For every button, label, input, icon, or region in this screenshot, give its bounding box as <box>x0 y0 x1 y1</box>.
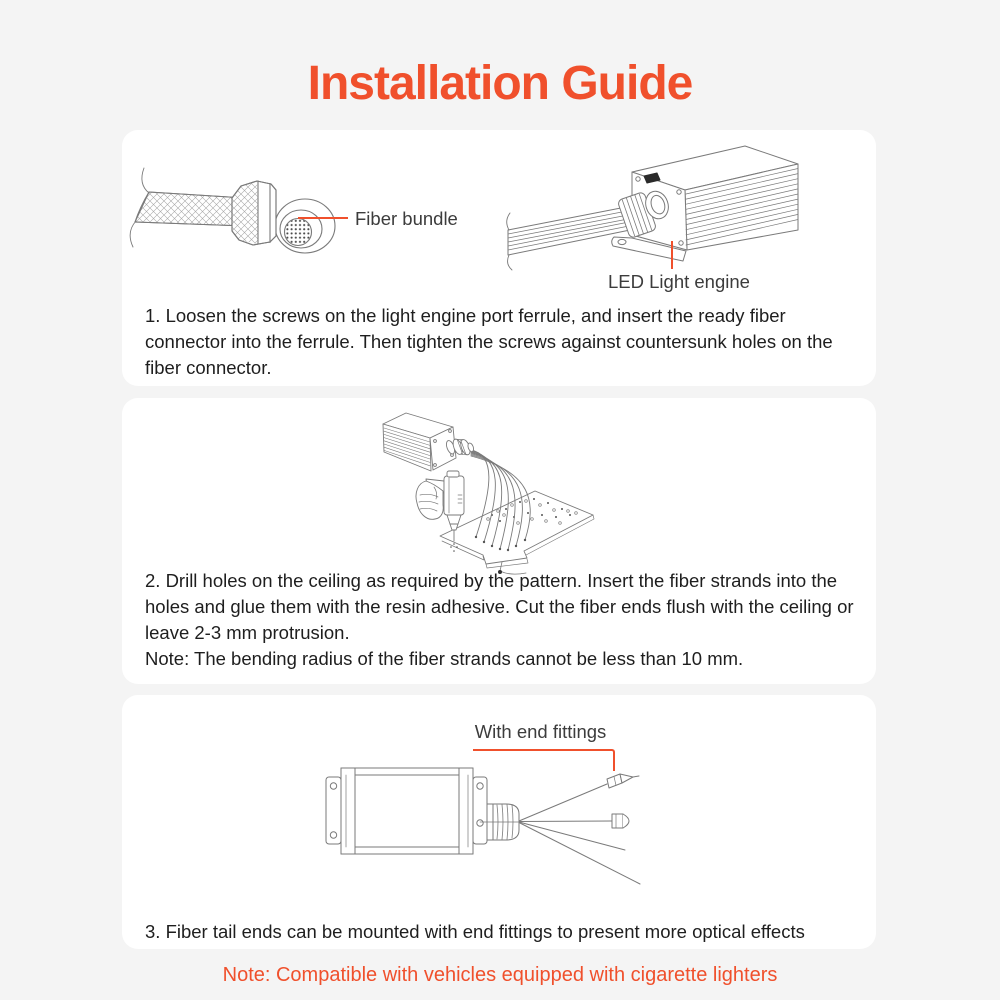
step3-text: 3. Fiber tail ends can be mounted with end fittings to present more optical effects <box>145 921 805 942</box>
footer-note: Note: Compatible with vehicles equipped with cigarette lighters <box>222 964 778 986</box>
fiber-bundle-label: Fiber bundle <box>355 208 458 229</box>
step2-text: 2. Drill holes on the ceiling as required by the pattern. Insert the fiber strands into the holes and glue them with the resin adhesive. Cut the fiber ends flush with the ceiling or leave 2-3 mm protrusion. Note: The bending radius of the fiber strands cannot be less than 10 mm. <box>145 568 875 672</box>
step1-text: 1. Loosen the screws on the light engine port ferrule, and insert the ready fiber connector into the ferrule. Then tighten the screws against countersunk holes on the fiber connector. <box>145 305 833 378</box>
drill-ceiling-illustration <box>330 403 680 575</box>
led-engine-leader-line <box>671 241 673 269</box>
end-fittings-illustration <box>320 760 780 940</box>
page-title: Installation Guide <box>307 57 693 110</box>
fiber-bundle-leader-line <box>298 217 348 219</box>
led-engine-label: LED Light engine <box>608 271 750 292</box>
step3-card <box>122 695 876 949</box>
step2-card <box>122 398 876 684</box>
end-fittings-label: With end fittings <box>474 721 607 742</box>
step1-card <box>122 130 876 386</box>
step2-note: Note: The bending radius of the fiber strands cannot be less than 10 mm. <box>145 648 744 669</box>
